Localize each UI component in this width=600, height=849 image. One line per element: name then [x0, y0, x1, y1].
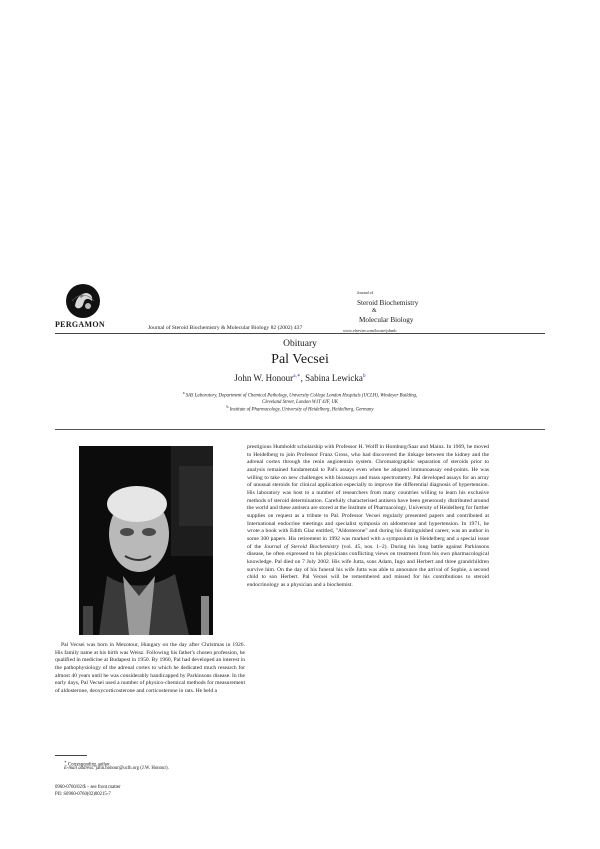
- pergamon-globe-icon: [66, 284, 100, 318]
- body-text: prestigious Humboldt scholarship with Professor H. Wolff in Homburg/Saar and Mainz. In 1969, he moved to Heidelberg to join Professor Franz Gross, who had discovered the linkage between the kidney and the adrenal cortex through the renin angiotensin system. Chromatographic separation of steroids prior to analysis remained fundamental to Pal's assays even when he adopted immunoassay end-points. He was willing to take on new challenges with bioassays and mass spectrometry. Pal developed assays for an array of unusual steroids for clinical application especially to improve the differential diagnosis of hypertension. His laboratory was host to a number of researchers from many countries willing to learn his exclusive methods of steroid determination. Carefully characterised antisera have been generously distributed around the world and these antisera are stored at the Institute of Pharmacology, University of Heidelberg for further supplies on request as a tribute to Pal. Professor Vecsei regularly presented papers and contributed at International endocrine meetings and specialist symposia on aldosterone and hypertension. In 1971, he wrote a book with Edith Glaz entitled, "Aldosterone" and during his distinguished career, was an author in some 300 papers. His retirement in 1992 was marked with a symposium in Heidelberg and a special issue of the: [247, 444, 489, 550]
- affiliation-b: [100, 404, 500, 414]
- affiliation-marker: a: [182, 390, 185, 395]
- journal-reference: Journal of Steroid Biochemistry: [263, 543, 340, 550]
- affiliation-text: SAS Laboratory, Department of Chemical Pathology, University College London Hospitals (UCLH), Windeyer Building,: [185, 393, 418, 399]
- footnote-rule: [55, 755, 87, 756]
- section-label: Obituary: [283, 339, 317, 349]
- article-title: Pal Vecsei: [271, 352, 329, 367]
- email-address[interactable]: jahn.honour@uclh.org (J.W. Honour).: [94, 766, 169, 771]
- title-block-rule: [55, 429, 545, 430]
- email-note: [64, 766, 169, 772]
- footnote-marker: ∗: [64, 759, 67, 764]
- masthead-title-line1: Steroid Biochemistry: [357, 298, 419, 307]
- email-label: E-mail address:: [64, 766, 95, 771]
- author-affiliation-link[interactable]: a,∗: [293, 373, 301, 379]
- author-name: Sabina Lewicka: [305, 373, 363, 383]
- affiliation-text: Cleveland Street, London W1T 4JF, UK: [262, 400, 338, 405]
- author-line: [0, 373, 600, 383]
- masthead-amp: &: [372, 308, 377, 315]
- masthead-small: Journal of: [357, 290, 374, 295]
- body-paragraph: Pal Vecsei was born in Mezotour, Hungary on the day after Christmas in 1926. His family name at his birth was Weisz. Following his father's chosen profession, he qualified in medicine at Budapest in 1950. By 1960, Pal had developed an interest in the pathophysiology of the adrenal cortex to which he dedicated much research for almost 40 years until he was considerably handicapped by Parkinsons disease. In the early days, Pal Vecsei used a number of physico-chemical methods for measurement of aldosterone, deoxycorticosterone and corticosterone in rats. He held a: [55, 642, 245, 694]
- pii-line: PII: S0960-0760(02)00215-7: [55, 792, 111, 797]
- issn-line: 0960-0760/02/$ – see front matter: [55, 785, 121, 790]
- author-name: John W. Honour: [234, 373, 294, 383]
- masthead-title-line2: Molecular Biology: [359, 315, 414, 324]
- body-text: (vol. 45, nos. 1–2). During his long battle against Parkinsons disease, he often expressed to his physicians conflicting views on treatment from his own pharmacological knowledge. Pal died on 7 July 2002. His wife Jutta, sons Adam, Ingo and Herbert and three grandchildren survive him. On the day of his funeral his wife Jutta was able to announce the arrival of Sophie, a second child to son Herbert. Pal Vecsei will be remembered and missed for his contributions to steroid endocrinology as a physician and a biochemist.: [247, 543, 489, 588]
- body-paragraph: [247, 444, 489, 589]
- body-column-right: [247, 444, 489, 589]
- body-column-left: [55, 642, 245, 696]
- author-affiliation-link[interactable]: b: [362, 373, 366, 379]
- header-rule: [55, 333, 545, 334]
- portrait-photo: [79, 446, 213, 635]
- affiliation-text: Institute of Pharmacology, University of Heidelberg, Heidelberg, Germany: [229, 407, 374, 413]
- journal-citation: Journal of Steroid Biochemistry & Molecular Biology 82 (2002) 437: [148, 325, 303, 331]
- affiliation-marker: b: [226, 404, 229, 409]
- masthead-url[interactable]: www.elsevier.com/locate/jsbmb: [343, 328, 397, 334]
- author-separator: ,: [300, 373, 306, 383]
- footnote-text: Corresponding author.: [66, 762, 111, 768]
- journal-masthead: [343, 289, 423, 336]
- publisher-name: PERGAMON: [55, 320, 105, 329]
